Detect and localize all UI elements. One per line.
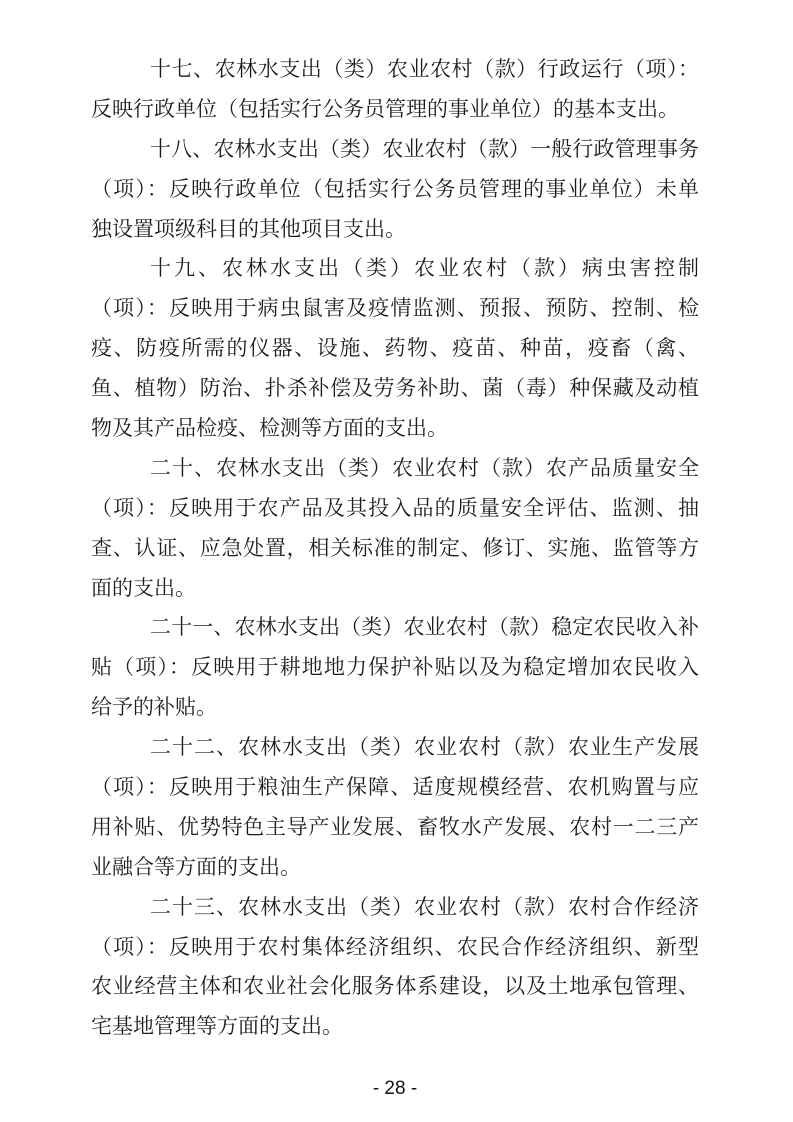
text-line: 十九、农林水支出（类）农业农村（款）病虫害控制 bbox=[150, 256, 699, 281]
text-line: 二十一、农林水支出（类）农业农村（款）稳定农民收入补 bbox=[150, 615, 699, 640]
text-line: 独设置项级科目的其他项目支出。 bbox=[91, 216, 406, 241]
text-line: 物及其产品检疫、检测等方面的支出。 bbox=[91, 416, 448, 441]
text-line: 鱼、植物）防治、扑杀补偿及劳务补助、菌（毒）种保藏及动植 bbox=[91, 376, 699, 401]
text-line: （项）：反映用于粮油生产保障、适度规模经营、农机购置与应 bbox=[91, 775, 699, 800]
text-line: 农业经营主体和农业社会化服务体系建设，以及土地承包管理、 bbox=[91, 974, 699, 999]
document-body bbox=[91, 50, 699, 1047]
text-line: 反映行政单位（包括实行公务员管理的事业单位）的基本支出。 bbox=[91, 96, 679, 121]
paragraph-para-21 bbox=[91, 608, 699, 728]
text-line: 贴（项）：反映用于耕地地力保护补贴以及为稳定增加农民收入 bbox=[91, 655, 699, 680]
page-number: - 28 - bbox=[372, 1078, 418, 1099]
paragraph-para-18 bbox=[91, 130, 699, 250]
paragraph-para-22 bbox=[91, 728, 699, 888]
text-line: 二十、农林水支出（类）农业农村（款）农产品质量安全 bbox=[150, 455, 699, 480]
text-line: 十七、农林水支出（类）农业农村（款）行政运行（项）： bbox=[150, 57, 699, 81]
paragraph-para-20 bbox=[91, 449, 699, 609]
text-line: 疫、防疫所需的仪器、设施、药物、疫苗、种苗，疫畜（禽、 bbox=[91, 336, 699, 361]
text-line: 二十二、农林水支出（类）农业农村（款）农业生产发展 bbox=[150, 735, 699, 760]
paragraph-para-17 bbox=[91, 50, 699, 130]
text-line: 宅基地管理等方面的支出。 bbox=[91, 1014, 343, 1039]
text-line: 查、认证、应急处置，相关标准的制定、修订、实施、监管等方 bbox=[91, 535, 699, 560]
text-line: （项）：反映用于农村集体经济组织、农民合作经济组织、新型 bbox=[91, 934, 699, 959]
text-line: 给予的补贴。 bbox=[91, 695, 217, 720]
text-line: （项）：反映用于病虫鼠害及疫情监测、预报、预防、控制、检 bbox=[91, 296, 699, 321]
text-line: 用补贴、优势特色主导产业发展、畜牧水产发展、农村一二三产 bbox=[91, 814, 699, 839]
text-line: 业融合等方面的支出。 bbox=[91, 854, 301, 879]
text-line: （项）：反映行政单位（包括实行公务员管理的事业单位）未单 bbox=[91, 176, 699, 201]
paragraph-para-19 bbox=[91, 249, 699, 448]
text-line: 二十三、农林水支出（类）农业农村（款）农村合作经济 bbox=[150, 894, 699, 919]
text-line: 面的支出。 bbox=[91, 575, 196, 600]
page-footer bbox=[91, 1078, 699, 1100]
text-line: （项）：反映用于农产品及其投入品的质量安全评估、监测、抽 bbox=[91, 495, 699, 520]
text-line: 十八、农林水支出（类）农业农村（款）一般行政管理事务 bbox=[150, 136, 699, 161]
paragraph-para-23 bbox=[91, 888, 699, 1048]
